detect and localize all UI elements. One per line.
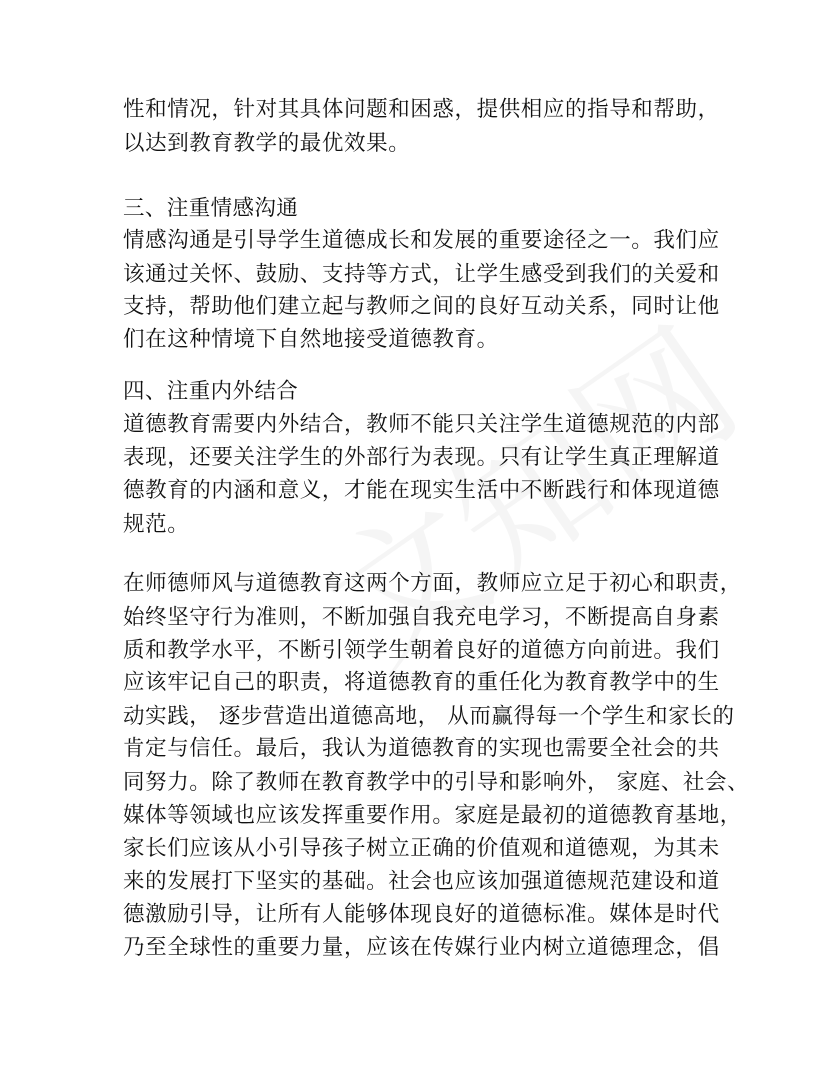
- paragraph-line: 媒体等领域也应该发挥重要作用。家庭是最初的道德教育基地，: [123, 803, 742, 828]
- paragraph-line: 以达到教育教学的最优效果。: [123, 131, 411, 156]
- paragraph-line: 道德教育需要内外结合，教师不能只关注学生道德规范的内部: [123, 412, 720, 437]
- paragraph-line: 性和情况，针对其具体问题和困惑，提供相应的指导和帮助，: [123, 97, 720, 122]
- section-heading: 三、注重情感沟通: [123, 196, 299, 221]
- paragraph-line: 同努力。除了教师在教育教学中的引导和影响外， 家庭、社会、: [123, 770, 750, 795]
- section-heading: 四、注重内外结合: [123, 379, 299, 404]
- paragraph-line: 动实践， 逐步营造出道德高地， 从而赢得每一个学生和家长的: [123, 704, 735, 729]
- paragraph-line: 在师德师风与道德教育这两个方面，教师应立足于初心和职责，: [123, 571, 742, 596]
- paragraph-line: 规范。: [123, 512, 190, 537]
- paragraph-line: 质和教学水平，不断引领学生朝着良好的道德方向前进。我们: [123, 638, 720, 663]
- paragraph-line: 情感沟通是引导学生道德成长和发展的重要途径之一。我们应: [123, 228, 720, 253]
- paragraph-line: 们在这种情境下自然地接受道德教育。: [123, 327, 499, 352]
- paragraph-line: 德教育的内涵和意义，才能在现实生活中不断践行和体现道德: [123, 478, 720, 503]
- paragraph-line: 支持，帮助他们建立起与教师之间的良好互动关系，同时让他: [123, 294, 720, 319]
- paragraph-line: 德激励引导，让所有人能够体现良好的道德标准。媒体是时代: [123, 902, 720, 927]
- paragraph-line: 乃至全球性的重要力量，应该在传媒行业内树立道德理念，倡: [123, 935, 720, 960]
- paragraph-line: 应该牢记自己的职责，将道德教育的重任化为教育教学中的生: [123, 670, 720, 695]
- paragraph-line: 来的发展打下坚实的基础。社会也应该加强道德规范建设和道: [123, 869, 720, 894]
- paragraph-line: 肯定与信任。最后，我认为道德教育的实现也需要全社会的共: [123, 736, 720, 761]
- paragraph-line: 表现，还要关注学生的外部行为表现。只有让学生真正理解道: [123, 445, 720, 470]
- paragraph-line: 家长们应该从小引导孩子树立正确的价值观和道德观，为其未: [123, 836, 720, 861]
- paragraph-line: 始终坚守行为准则，不断加强自我充电学习，不断提高自身素: [123, 605, 720, 630]
- paragraph-line: 该通过关怀、鼓励、支持等方式，让学生感受到我们的关爱和: [123, 262, 720, 287]
